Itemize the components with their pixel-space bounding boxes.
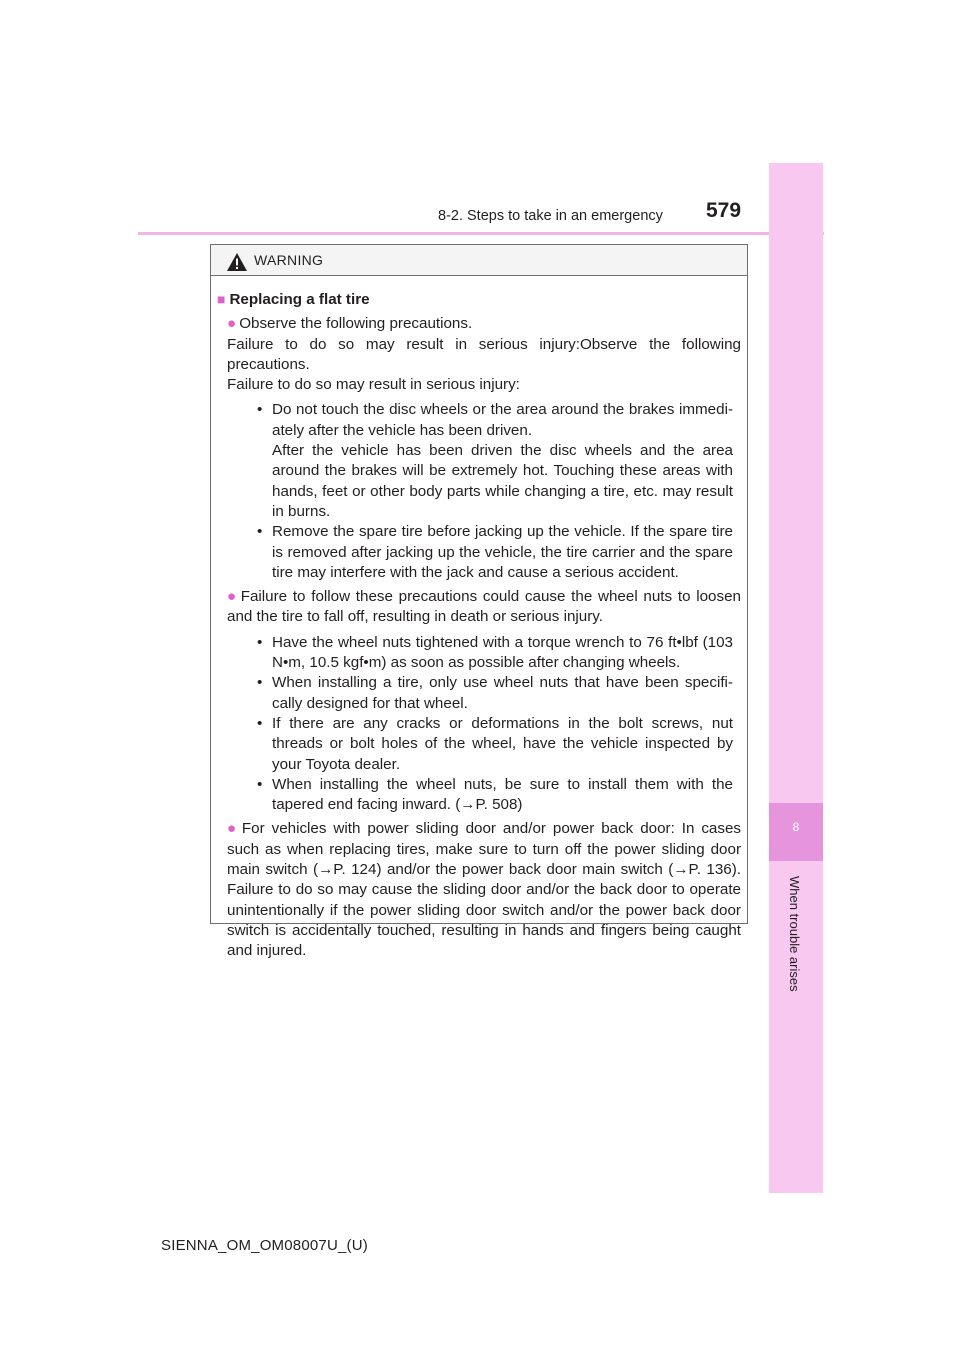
warning-section-heading [217, 289, 747, 310]
chapter-side-tab [769, 163, 823, 1193]
section-title: 8-2. Steps to take in an emergency [438, 208, 663, 224]
warning-item-text: Observe the following precautions. Failure to do so may result in serious injury: [227, 315, 580, 353]
chapter-title: When trouble arises [787, 876, 802, 992]
warning-item-text: Observe the following precautions. Failure to do so may result in serious injury: [227, 335, 742, 394]
warning-subitem: • If there are any cracks or deformations in the bolt screws, nut threads or bolt holes of the wheel, have the vehicle inspected by your Toyota dealer. [257, 714, 733, 775]
warning-subitem-list [257, 633, 733, 816]
warning-label: WARNING [254, 252, 324, 268]
warning-item [227, 587, 741, 815]
square-bullet-icon: ■ [217, 291, 226, 307]
warning-subitem: • When installing a tire, only use wheel nuts that have been specifi-cally designed for that wheel. [257, 673, 733, 714]
warning-subitem-list [257, 400, 733, 583]
warning-item-text: Failure to follow these precautions could cause the wheel nuts to loosen and the tire to fall off, resulting in death or serious injury. [227, 588, 741, 626]
warning-header [211, 245, 747, 276]
header-rule [138, 232, 824, 235]
warning-subitem: • Do not touch the disc wheels or the area around the brakes immedi-ately after the vehicle has been driven. After the vehicle has been driven the disc wheels and the area around the brakes will be extremely hot. Touching these areas with hands, feet or other body parts while changing a tire, etc. may result in burns. [257, 400, 733, 522]
circle-bullet-icon: ● [227, 588, 238, 606]
circle-bullet-icon: ● [227, 820, 239, 838]
warning-subitem: • When installing the wheel nuts, be sure to install them with the tapered end facing inward. (→P. 508) [257, 775, 733, 816]
warning-subitem: • Have the wheel nuts tightened with a torque wrench to 76 ft•lbf (103 N•m, 10.5 kgf•m) as soon as possible after changing wheels. [257, 633, 733, 674]
page-number: 579 [706, 199, 742, 222]
warning-item-text: For vehicles with power sliding door and/or power back door: In cases such as when replacing tires, make sure to turn off the power sliding door main switch (→P. 124) and/or the power back door main switch (→P. 136). Failure to do so may cause the sliding door and/or the back door to operate unintentionally if the power sliding door switch and/or the power back door switch is accidentally touched, resulting in hands and fingers being caught and injured. [227, 820, 741, 960]
warning-body [211, 289, 747, 962]
warning-item [227, 819, 741, 961]
warning-item [227, 314, 741, 583]
document-id: SIENNA_OM_OM08007U_(U) [161, 1237, 368, 1254]
warning-box [210, 244, 748, 960]
warning-section-title: Replacing a flat tire [229, 291, 370, 308]
chapter-number: 8 [792, 820, 800, 834]
warning-triangle-icon [226, 252, 248, 272]
warning-subitem: • Remove the spare tire before jacking up the vehicle. If the spare tire is removed after jacking up the vehicle, the tire carrier and the spare tire may interfere with the jack and cause a serious accident. [257, 522, 733, 583]
circle-bullet-icon: ● [227, 315, 237, 333]
